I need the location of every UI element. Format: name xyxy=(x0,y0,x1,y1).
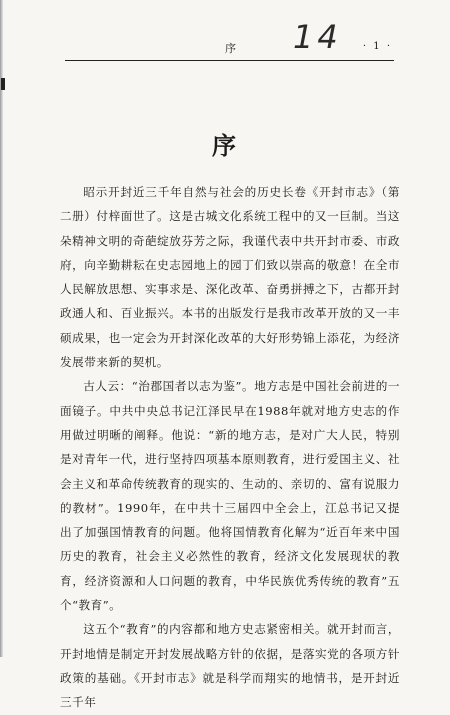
running-header xyxy=(65,18,394,61)
paragraph: 这五个“教育”的内容都和地方史志紧密相关。就开封而言，开封地情是制定开封发展战略方针的依据，是落实党的各项方针政策的基础。《开封市志》就是科学而翔实的地情书，是开封近三千年 xyxy=(60,622,400,710)
scan-left-edge xyxy=(0,0,3,657)
handwritten-number: 14 xyxy=(293,18,342,56)
header-title: 序 xyxy=(225,42,237,55)
paragraph: 昭示开封近三千年自然与社会的历史长卷《开封市志》（第二册）付梓面世了。这是古城文化系统工程中的又一巨制。当这朵精神文明的奇葩绽放芬芳之际，我谨代表中共开封市委、市政府，向辛勤耕耘在史志园地上的园丁们致以崇高的敬意！在全市人民解放思想、实事求是、深化改革、奋勇拼搏之下，古都开封政通人和、百业振兴。本书的出版发行是我市改革开放的又一丰硕成果，也一定会为开封深化改革的大好形势锦上添花，为经济发展带来新的契机。 xyxy=(60,185,400,370)
page-title: 序 xyxy=(212,131,238,160)
page-number: · 1 · xyxy=(362,41,392,52)
body-text xyxy=(60,180,400,715)
paragraph: 古人云：“治郡国者以志为鉴”。地方志是中国社会前进的一面镜子。中共中央总书记江泽民早在1988年就对地方史志的作用做过明晰的阐释。他说：“新的地方志，是对广大人民，特别是对青年一代，进行坚持四项基本原则教育，进行爱国主义、社会主义和革命传统教育的现实的、生动的、亲切的、富有说服力的教材”。1990年，在中共十三届四中全会上，江总书记又提出了加强国情教育的问题。他将国情教育化解为“近百年来中国历史的教育，社会主义必然性的教育，经济文化发展现状的教育，经济资源和人口问题的教育，中华民族优秀传统的教育”五个“教育”。 xyxy=(60,379,400,613)
scan-mark xyxy=(1,78,5,90)
